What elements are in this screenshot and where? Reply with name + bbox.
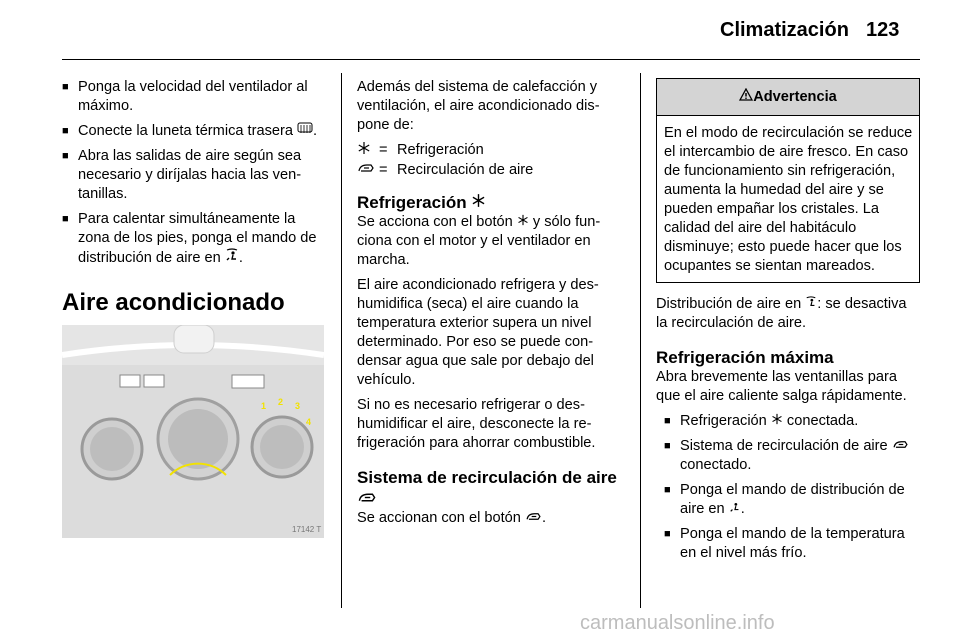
legend-row: = Refrigeración <box>357 141 625 161</box>
heading-cooling: Refrigeración <box>357 192 625 213</box>
warning-text: En el modo de recirculación se reduce el intercambio de aire fresco. En caso de funcionamiento sin refrigeración, aumenta la humedad del aire y se pueden empañar los cristales. La calidad del aire del habitáculo disminuye; esto puede hacer que los ocupantes se sientan mareados. <box>664 125 913 274</box>
list-item: ■ Ponga el mando de distribución de aire en . <box>664 481 920 519</box>
windscreen-footwell-icon <box>225 248 239 262</box>
recirculation-icon <box>525 511 542 522</box>
page-number: 123 <box>866 19 900 41</box>
list-item: ■ Abra las salidas de aire según sea necesario y diríjalas hacia las ventanillas. <box>62 147 328 204</box>
legend-row: = Recirculación de aire <box>357 161 625 180</box>
recirculation-icon <box>892 439 909 450</box>
body-text: El aire acondicionado refrigera y deshumidifica (seca) el aire cuando la temperatura exterior supera un nivel determinado. Por eso se puede condensar agua que sale por debajo del vehículo. <box>357 277 599 388</box>
column-1 <box>62 78 328 318</box>
header-rule <box>62 59 920 60</box>
snowflake-icon <box>471 193 486 208</box>
rear-window-heater-icon <box>297 122 313 135</box>
figure-code: 17142 T <box>292 525 322 534</box>
list-item: ■ Ponga la velocidad del ventilador al máximo. <box>62 78 328 116</box>
distribution-text: Distribución de aire en : se desactiva la recirculación de aire. <box>656 296 907 331</box>
list-item: ■ Refrigeración conectada. <box>664 412 920 431</box>
recirculation-icon <box>357 491 377 504</box>
bullet-list-1 <box>62 78 328 268</box>
cooling-text: Se acciona con el botón y sólo funciona con el motor y el ventilador en marcha. <box>357 214 601 268</box>
heading-max-cooling: Refrigeración máxima <box>656 348 834 367</box>
fan-speed-label: 3 <box>295 401 301 411</box>
section-heading-air-conditioning: Aire acondicionado <box>62 289 285 316</box>
warning-triangle-icon <box>739 88 753 101</box>
column-3 <box>656 78 920 569</box>
snowflake-icon <box>517 214 529 226</box>
list-item: ■ Conecte la luneta térmica trasera . <box>62 122 328 141</box>
fan-speed-label: 2 <box>278 397 284 407</box>
column-2 <box>357 78 625 534</box>
intro-text: Además del sistema de calefacción y ventilación, el aire acondicionado dispone de: <box>357 79 600 133</box>
heading-recirculation: Sistema de recirculación de aire <box>357 467 625 509</box>
fan-speed-label: 1 <box>261 401 267 411</box>
list-item: ■ Sistema de recirculación de aire conectado. <box>664 437 920 475</box>
body-text: Abra brevemente las ventanillas para que el aire caliente salga rápidamente. <box>656 369 907 404</box>
watermark: carmanualsonline.info <box>580 612 775 634</box>
footwell-icon <box>729 501 741 513</box>
warning-header: Advertencia <box>657 79 919 116</box>
page-header-title: Climatización <box>720 19 849 41</box>
fan-speed-label: 4 <box>306 417 312 427</box>
list-item: ■ Para calentar simultáneamente la zona de los pies, ponga el mando de distribución de aire en . <box>62 210 328 268</box>
column-divider-1 <box>341 73 342 608</box>
list-item: ■ Ponga el mando de la temperatura en el nivel más frío. <box>664 525 920 563</box>
bullet-list-3 <box>664 412 920 563</box>
windscreen-icon <box>805 296 817 308</box>
column-divider-2 <box>640 73 641 608</box>
snowflake-icon <box>771 413 783 425</box>
body-text: Si no es necesario refrigerar o deshumidificar el aire, desconecte la refrigeración para ahorrar combustible. <box>357 397 596 451</box>
snowflake-icon <box>357 141 371 155</box>
climate-control-figure <box>62 325 324 538</box>
recirculation-text: Se accionan con el botón . <box>357 510 547 526</box>
warning-box <box>656 78 920 283</box>
recirculation-icon <box>357 162 375 174</box>
